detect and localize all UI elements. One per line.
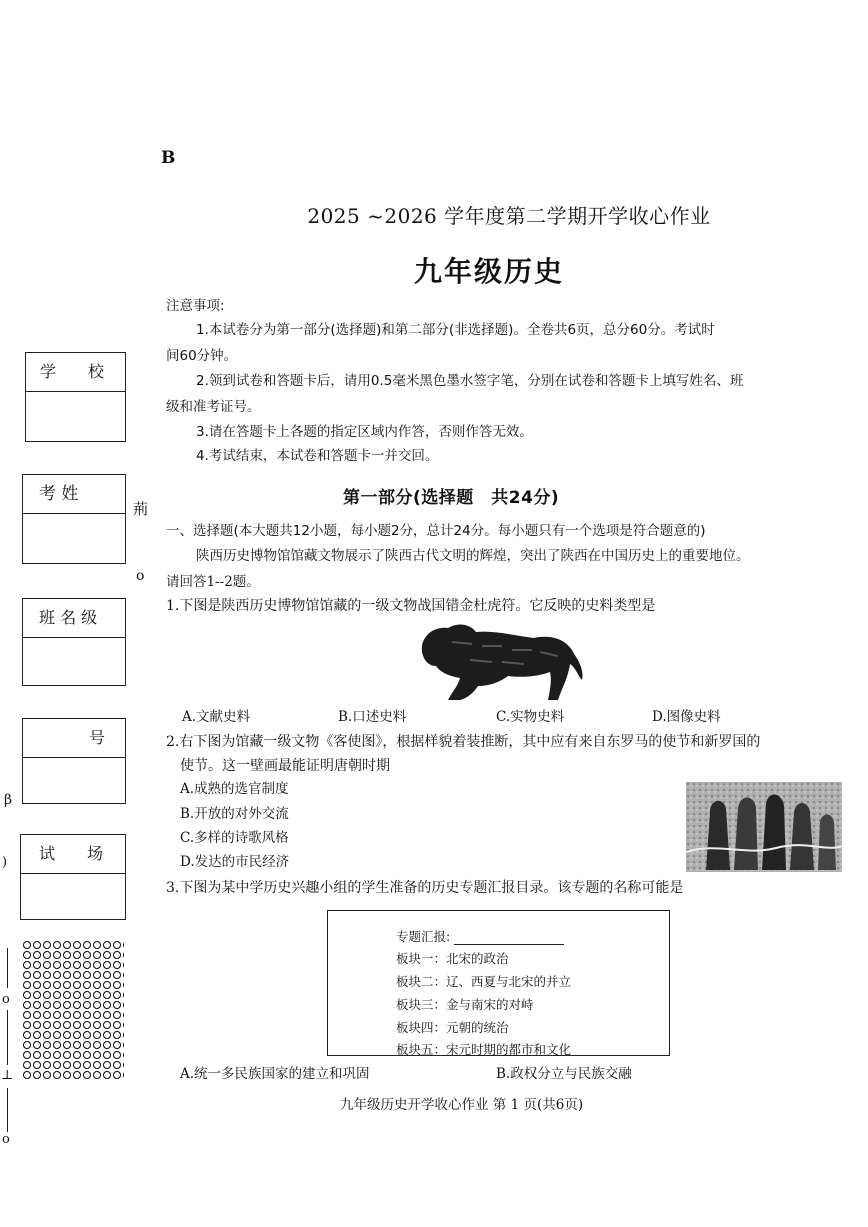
question-1-text: 1.下图是陕西历史博物馆馆藏的一级文物战国错金杜虎符。它反映的史料类型是 [166,598,656,614]
examinee-name-field [22,474,126,564]
margin-mark: 荊 [133,500,149,518]
topic-item-5: 板块五：宋元时期的都市和文化 [396,1042,572,1057]
school-label: 学 校 [26,353,125,392]
q1-option-d[interactable]: D.图像史料 [652,709,721,725]
tiger-tally-image [412,616,588,704]
topic-item-1: 板块一：北宋的政治 [396,951,509,966]
q1-option-b[interactable]: B.口述史料 [338,709,407,725]
envoy-mural-image [686,782,842,872]
q1-option-c[interactable]: C.实物史料 [496,709,565,725]
school-input-area[interactable] [26,393,125,441]
notice-line-4: 级和准考证号。 [166,399,261,415]
number-field [22,718,126,804]
examinee-name-label: 考 姓 [23,475,125,514]
question-3-text: 3.下图为某中学历史兴趣小组的学生准备的历史专题汇报目录。该专题的名称可能是 [166,880,684,896]
notice-line-1: 1.本试卷分为第一部分(选择题)和第二部分(非选择题)。全卷共6页，总分60分。考试时 [196,322,715,338]
q3-option-a[interactable]: A.统一多民族国家的建立和巩固 [180,1066,370,1082]
section-instructions: 一、选择题(本大题共12小题，每小题2分，总计24分。每小题只有一个选项是符合题意的) [166,523,706,539]
notice-line-5: 3.请在答题卡上各题的指定区域内作答，否则作答无效。 [196,424,533,440]
binding-line [7,948,8,988]
q1-option-a[interactable]: A.文献史料 [182,709,251,725]
topic-item-2: 板块二：辽、西夏与北宋的并立 [396,974,572,989]
exam-title: 2025 ~2026 学年度第二学期开学收心作业 [307,204,711,228]
binding-line [7,1010,8,1065]
margin-mark: ⊥ [1,1068,14,1083]
binding-line [7,1088,8,1132]
q2-option-a[interactable]: A.成熟的选官制度 [180,781,289,797]
q3-option-b[interactable]: B.政权分立与民族交融 [496,1066,632,1082]
margin-mark: o [136,568,145,584]
examinee-name-input-area[interactable] [23,515,125,563]
exam-room-field [20,834,126,920]
class-input-area[interactable] [23,639,125,685]
margin-mark: o [2,1132,10,1147]
margin-mark: o [2,992,10,1007]
exam-subject: 九年级历史 [413,255,564,288]
q2-option-c[interactable]: C.多样的诗歌风格 [180,830,289,846]
part1-heading: 第一部分(选择题 共24分) [343,488,560,508]
shared-stem-line-2: 请回答1--2题。 [166,574,260,590]
question-2-text-line-2: 使节。这一壁画最能证明唐朝时期 [180,758,390,774]
topic-item-3: 板块三：金与南宋的对峙 [396,997,534,1012]
topic-outline-box [327,910,670,1056]
exam-room-input-area[interactable] [21,875,125,919]
notice-line-6: 4.考试结束，本试卷和答题卡一并交回。 [196,448,439,464]
notice-line-2: 间60分钟。 [166,348,238,364]
margin-mark: β [4,792,13,808]
exam-room-label: 试 场 [21,835,125,874]
number-input-area[interactable] [23,759,125,803]
page-footer: 九年级历史开学收心作业 第 1 页(共6页) [340,1097,584,1113]
q2-option-d[interactable]: D.发达的市民经济 [180,854,290,870]
class-label: 班 名 级 [23,599,125,638]
number-label: 号 [23,719,125,758]
notice-line-3: 2.领到试卷和答题卡后，请用0.5毫米黑色墨水签字笔，分别在试卷和答题卡上填写姓名、班 [196,373,744,389]
margin-mark: ) [2,855,8,870]
topic-blank-line[interactable] [454,929,564,945]
answer-bubble-grid[interactable] [22,940,124,1080]
notice-heading: 注意事项: [166,298,225,314]
school-field [25,352,126,442]
q2-option-b[interactable]: B.开放的对外交流 [180,806,289,822]
class-field [22,598,126,686]
question-2-text-line-1: 2.右下图为馆藏一级文物《客使图》，根据样貌着装推断，其中应有来自东罗马的使节和新罗国的 [166,734,761,750]
topic-item-4: 板块四：元朝的统治 [396,1020,509,1035]
topic-heading: 专题汇报: [396,927,564,945]
shared-stem-line-1: 陕西历史博物馆馆藏文物展示了陕西古代文明的辉煌，突出了陕西在中国历史上的重要地位。 [196,548,750,564]
version-mark: B [161,148,176,168]
